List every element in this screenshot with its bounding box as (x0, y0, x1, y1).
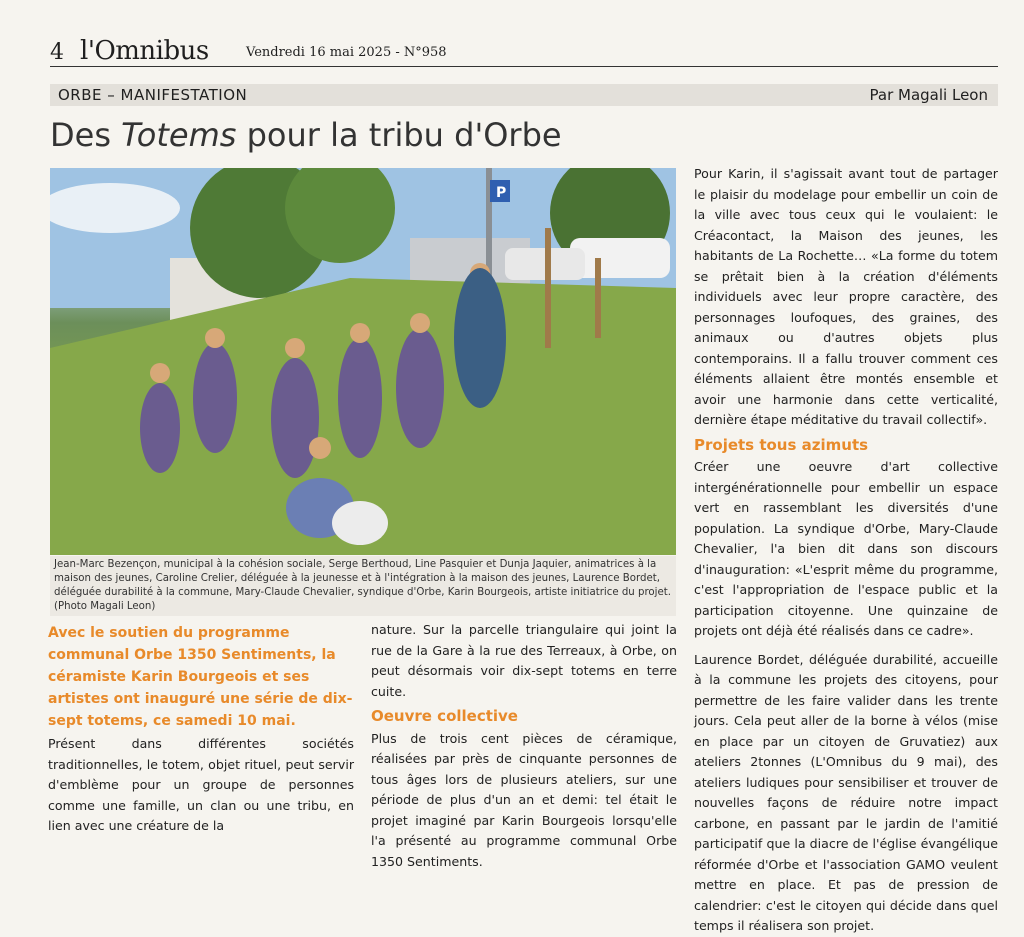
paragraph: nature. Sur la parcelle triangulaire qui joint la rue de la Gare à la rue des Terreaux, à Orbe, on peut désormais voir dix-sept totems en terre cuite. (371, 622, 677, 699)
subheading: Oeuvre collective (371, 707, 518, 725)
photo-illustration (50, 168, 676, 555)
paragraph: Laurence Bordet, déléguée durabilité, accueille à la commune les projets des citoyens, pour permettre de les faire valider dans les trente jours. Cela peut aller de la borne à vélos (mise en place par un citoyen de Gruvatiez) aux ateliers 2tonnes (L'Omnibus du 9 mai), des ateliers ludiques pour sensibiliser et trouver de nouvelles façons de réduire notre impact carbone, en passant par le jardin de l'amitié participatif que la diacre de l'église évangélique réformée d'Orbe et l'association GAMO veulent mettre en place. Et pas de pression de calendrier: c'est le citoyen qui décide dans quel temps il réalisera son projet. (694, 651, 998, 933)
newspaper-logo: l'Omnibus (80, 36, 209, 66)
section-bar (50, 84, 998, 106)
headline-part: pour la tribu d'Orbe (236, 116, 562, 154)
issue-date: Vendredi 16 mai 2025 - N°958 (246, 45, 447, 60)
headline-part: Des (50, 116, 122, 154)
masthead (50, 36, 998, 67)
paragraph: Plus de trois cent pièces de céramique, réalisées par près de cinquante personnes de tous âges lors de plusieurs ateliers, sur une période de plus d'un an et demi: tel était le projet imaginé par Karin Bourgeois lorsqu'elle l'a présenté au programme communal Orbe 1350 Sentiments. (371, 730, 677, 869)
paragraph: Créer une oeuvre d'art collective intergénérationnelle pour embellir un espace vert en rassemblant les diversités d'une population. La syndique d'Orbe, Mary-Claude Chevalier, l'a bien dit dans son discours d'inauguration: «L'esprit même du programme, c'est l'appropriation de l'espace public et la participation citoyenne. Une quinzaine de projets ont déjà été réalisés dans ce cadre». (694, 459, 998, 638)
subheading: Projets tous azimuts (694, 435, 869, 454)
column-1 (48, 734, 354, 837)
photo-caption: Jean-Marc Bezençon, municipal à la cohésion sociale, Serge Berthoud, Line Pasquier et Dunja Jaquier, animatrices à la maison des jeunes, Caroline Crelier, déléguée à la jeunesse et à l'intégration à la maison des jeunes, Laurence Bordet, déléguée durabilité à la commune, Mary-Claude Chevalier, syndique d'Orbe, Karin Bourgeois, artiste initiatrice du projet. (Photo Magali Leon) (50, 556, 676, 616)
group-photo (50, 168, 676, 555)
article-headline (50, 116, 562, 154)
column-3 (694, 164, 998, 937)
headline-emphasis: Totems (121, 116, 237, 154)
section-label: ORBE – MANIFESTATION (58, 86, 248, 104)
byline: Par Magali Leon (869, 86, 988, 104)
paragraph: Présent dans différentes sociétés traditionnelles, le totem, objet rituel, peut servir d'emblème pour un groupe de personnes comme une famille, un clan ou une tribu, en lien avec une créature de la (48, 736, 354, 833)
column-2 (371, 620, 677, 872)
parking-sign-text: P (496, 185, 507, 201)
article-lead: Avec le soutien du programme communal Orbe 1350 Sentiments, la céramiste Karin Bourgeois et ses artistes ont inauguré une série de dix-sept totems, ce samedi 10 mai. (48, 625, 353, 729)
page-number: 4 (50, 40, 64, 65)
paragraph: Pour Karin, il s'agissait avant tout de partager le plaisir du modelage pour embellir un coin de la ville avec tous ceux qui le voulaient: le Créacontact, la Maison des jeunes, les habitants de La Rochette… «La forme du totem se prêtait bien à la création d'éléments individuels avec leur propre caractère, des personnages loufoques, des graines, des animaux ou d'autres objets plus contemporains. Il a fallu trouver comment ces éléments allaient être montés ensemble et avoir une harmonie dans cette verticalité, dernière étape méditative du travail collectif». (694, 166, 998, 427)
